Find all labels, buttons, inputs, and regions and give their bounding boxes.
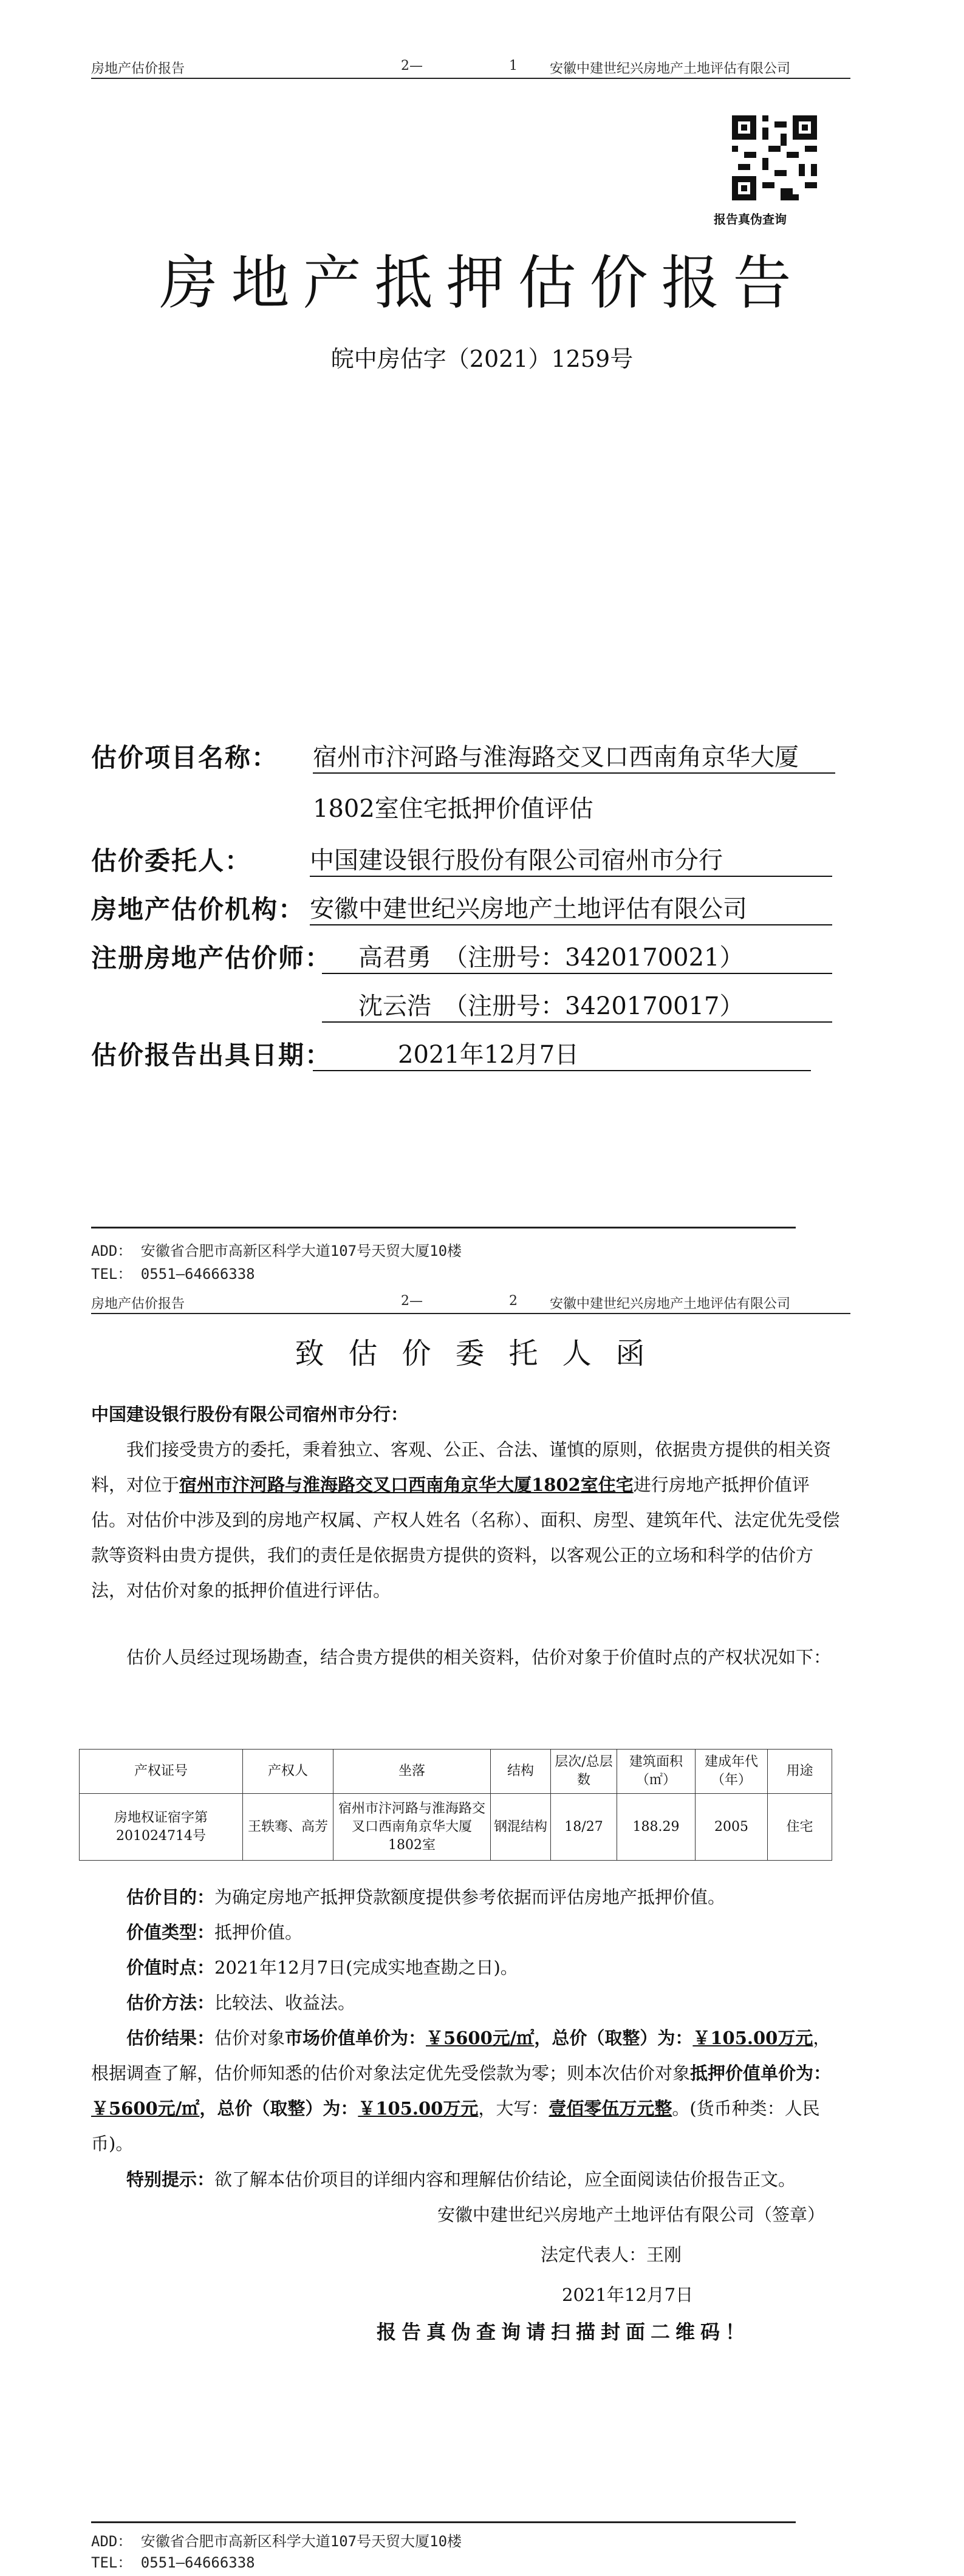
issue-date-label: 估价报告出具日期： xyxy=(91,1040,332,1070)
signature-date: 2021年12月7日 xyxy=(562,2285,694,2305)
signature-company: 安徽中建世纪兴房地产土地评估有限公司（签章） xyxy=(437,2204,826,2225)
appraiser-2: 沈云浩 （注册号：3420170017） xyxy=(322,987,832,1023)
result-text: 市场价值单价为： xyxy=(285,2028,426,2048)
project-label: 估价项目名称： xyxy=(91,743,279,772)
result-text: 估价对象 xyxy=(214,2028,285,2048)
header-rule xyxy=(91,1313,850,1314)
issue-date-value: 2021年12月7日 xyxy=(313,1035,811,1071)
footer-tel: TEL： 0551—64666338 xyxy=(91,2554,255,2571)
purpose-line xyxy=(126,1879,725,1915)
table-cell: 钢混结构 xyxy=(491,1794,551,1861)
qr-code-icon[interactable] xyxy=(732,115,817,200)
value-time-label: 价值时点： xyxy=(126,1957,215,1978)
method-value: 比较法、收益法。 xyxy=(214,1992,356,2013)
header-page-number: 2 xyxy=(509,1293,518,1309)
table-header: 用途 xyxy=(768,1750,832,1794)
footer-address: ADD： 安徽省合肥市高新区科学大道107号天贸大厦10楼 xyxy=(91,2533,462,2550)
value-type-label: 价值类型： xyxy=(126,1922,215,1943)
market-total-price: ￥105.00万元 xyxy=(692,2028,813,2048)
property-address: 宿州市汴河路与淮海路交叉口西南角京华大厦1802室住宅 xyxy=(179,1474,634,1495)
paragraph-1-part-c: 进行房地产抵押价值评估。对估价中涉及到的房地产权属、产权人姓名（名称）、面积、房型、建筑年代、法定优先受偿款等资料由贵方提供，我们的责任是依据贵方提供的资料，以客观公正的立场和科学的估价方法，对估价对象的抵押价值进行评估。 xyxy=(91,1474,840,1601)
project-value-line-2: 1802室住宅抵押价值评估 xyxy=(313,795,593,823)
table-cell: 住宅 xyxy=(768,1794,832,1861)
footer-tel: TEL： 0551—64666338 xyxy=(91,1266,255,1283)
special-tip-value: 欲了解本估价项目的详细内容和理解估价结论，应全面阅读估价报告正文。 xyxy=(214,2169,796,2190)
mortgage-unit-price: ￥5600元/㎡ xyxy=(91,2098,200,2119)
footer-rule xyxy=(91,1227,796,1228)
table-cell: 2005 xyxy=(696,1794,768,1861)
project-value-line-1: 宿州市汴河路与淮海路交叉口西南角京华大厦 xyxy=(313,738,835,774)
result-paragraph xyxy=(91,2020,844,2161)
client-value: 中国建设银行股份有限公司宿州市分行 xyxy=(310,841,832,877)
header-right: 安徽中建世纪兴房地产土地评估有限公司 xyxy=(550,1297,791,1312)
table-cell: 王轶骞、高芳 xyxy=(243,1794,333,1861)
result-text: 。(货币种类：人民币)。 xyxy=(91,2098,820,2154)
market-unit-price: ￥5600元/㎡ xyxy=(426,2028,535,2048)
paragraph-2: 估价人员经过现场勘查，结合贵方提供的相关资料，估价对象于价值时点的产权状况如下： xyxy=(126,1647,832,1668)
result-text: ，根据调查了解，估价师知悉的估价对象法定优先受偿款为零；则本次估价对象 xyxy=(91,2028,831,2084)
table-row xyxy=(80,1794,832,1861)
mortgage-total-price: ￥105.00万元 xyxy=(358,2098,479,2119)
header-center: 2— xyxy=(401,58,423,73)
special-tip-line xyxy=(126,2162,796,2197)
special-tip-label: 特别提示： xyxy=(126,2169,215,2190)
table-header: 产权人 xyxy=(243,1750,333,1794)
client-label: 估价委托人： xyxy=(91,846,252,876)
table-cell: 宿州市汴河路与淮海路交叉口西南角京华大厦1802室 xyxy=(333,1794,491,1861)
agency-value: 安徽中建世纪兴房地产土地评估有限公司 xyxy=(310,890,832,925)
header-right: 安徽中建世纪兴房地产土地评估有限公司 xyxy=(550,61,791,77)
table-header: 产权证号 xyxy=(80,1750,243,1794)
value-time-line xyxy=(126,1950,518,1985)
paragraph-1 xyxy=(91,1432,844,1608)
header-left: 房地产估价报告 xyxy=(91,1297,185,1312)
value-time-value: 2021年12月7日(完成实地查勘之日)。 xyxy=(214,1957,518,1978)
appraiser-label: 注册房地产估价师： xyxy=(91,943,332,973)
verification-notice: 报告真伪查询请扫描封面二维码！ xyxy=(377,2320,751,2343)
property-rights-table xyxy=(79,1749,832,1861)
report-title: 房地产抵押估价报告 xyxy=(159,249,805,317)
letter-title: 致估价委托人函 xyxy=(295,1337,669,1371)
table-header: 建筑面积（㎡） xyxy=(617,1750,696,1794)
table-header: 层次/总层数 xyxy=(551,1750,617,1794)
header-page-number: 1 xyxy=(509,58,518,73)
result-text: 抵押价值单价为： xyxy=(690,2063,832,2084)
report-number: 皖中房估字（2021）1259号 xyxy=(330,346,634,372)
header-left: 房地产估价报告 xyxy=(91,61,185,77)
footer-address: ADD： 安徽省合肥市高新区科学大道107号天贸大厦10楼 xyxy=(91,1242,462,1259)
qr-caption: 报告真伪查询 xyxy=(714,212,787,227)
value-type-value: 抵押价值。 xyxy=(214,1922,303,1943)
table-cell: 18/27 xyxy=(551,1794,617,1861)
method-label: 估价方法： xyxy=(126,1992,215,2013)
salutation: 中国建设银行股份有限公司宿州市分行： xyxy=(91,1404,409,1425)
value-type-line xyxy=(126,1915,303,1950)
method-line xyxy=(126,1985,355,2020)
table-cell: 188.29 xyxy=(617,1794,696,1861)
paragraph-1-part-a: 我们接受贵方的委托，秉着独立、客观、公正、合法、谨慎的原则，依据贵方提供的相关资料，对位于 xyxy=(91,1439,832,1495)
table-header-row xyxy=(80,1750,832,1794)
table-header: 建成年代（年） xyxy=(696,1750,768,1794)
result-text: ，总价（取整）为： xyxy=(534,2028,693,2048)
legal-representative: 法定代表人：王刚 xyxy=(541,2244,682,2265)
purpose-label: 估价目的： xyxy=(126,1887,215,1907)
table-header: 结构 xyxy=(491,1750,551,1794)
purpose-value: 为确定房地产抵押贷款额度提供参考依据而评估房地产抵押价值。 xyxy=(214,1887,726,1907)
agency-label: 房地产估价机构： xyxy=(91,894,306,924)
appraiser-1: 高君勇 （注册号：3420170021） xyxy=(322,938,832,974)
header-rule xyxy=(91,78,850,79)
result-text: ，大写： xyxy=(478,2098,549,2119)
table-cell: 房地权证宿字第201024714号 xyxy=(80,1794,243,1861)
header-center: 2— xyxy=(401,1293,423,1309)
table-header: 坐落 xyxy=(333,1750,491,1794)
footer-rule xyxy=(91,2521,796,2523)
result-label: 估价结果： xyxy=(126,2028,215,2048)
total-in-words: 壹佰零伍万元整 xyxy=(549,2098,672,2119)
result-text: ，总价（取整）为： xyxy=(199,2098,358,2119)
